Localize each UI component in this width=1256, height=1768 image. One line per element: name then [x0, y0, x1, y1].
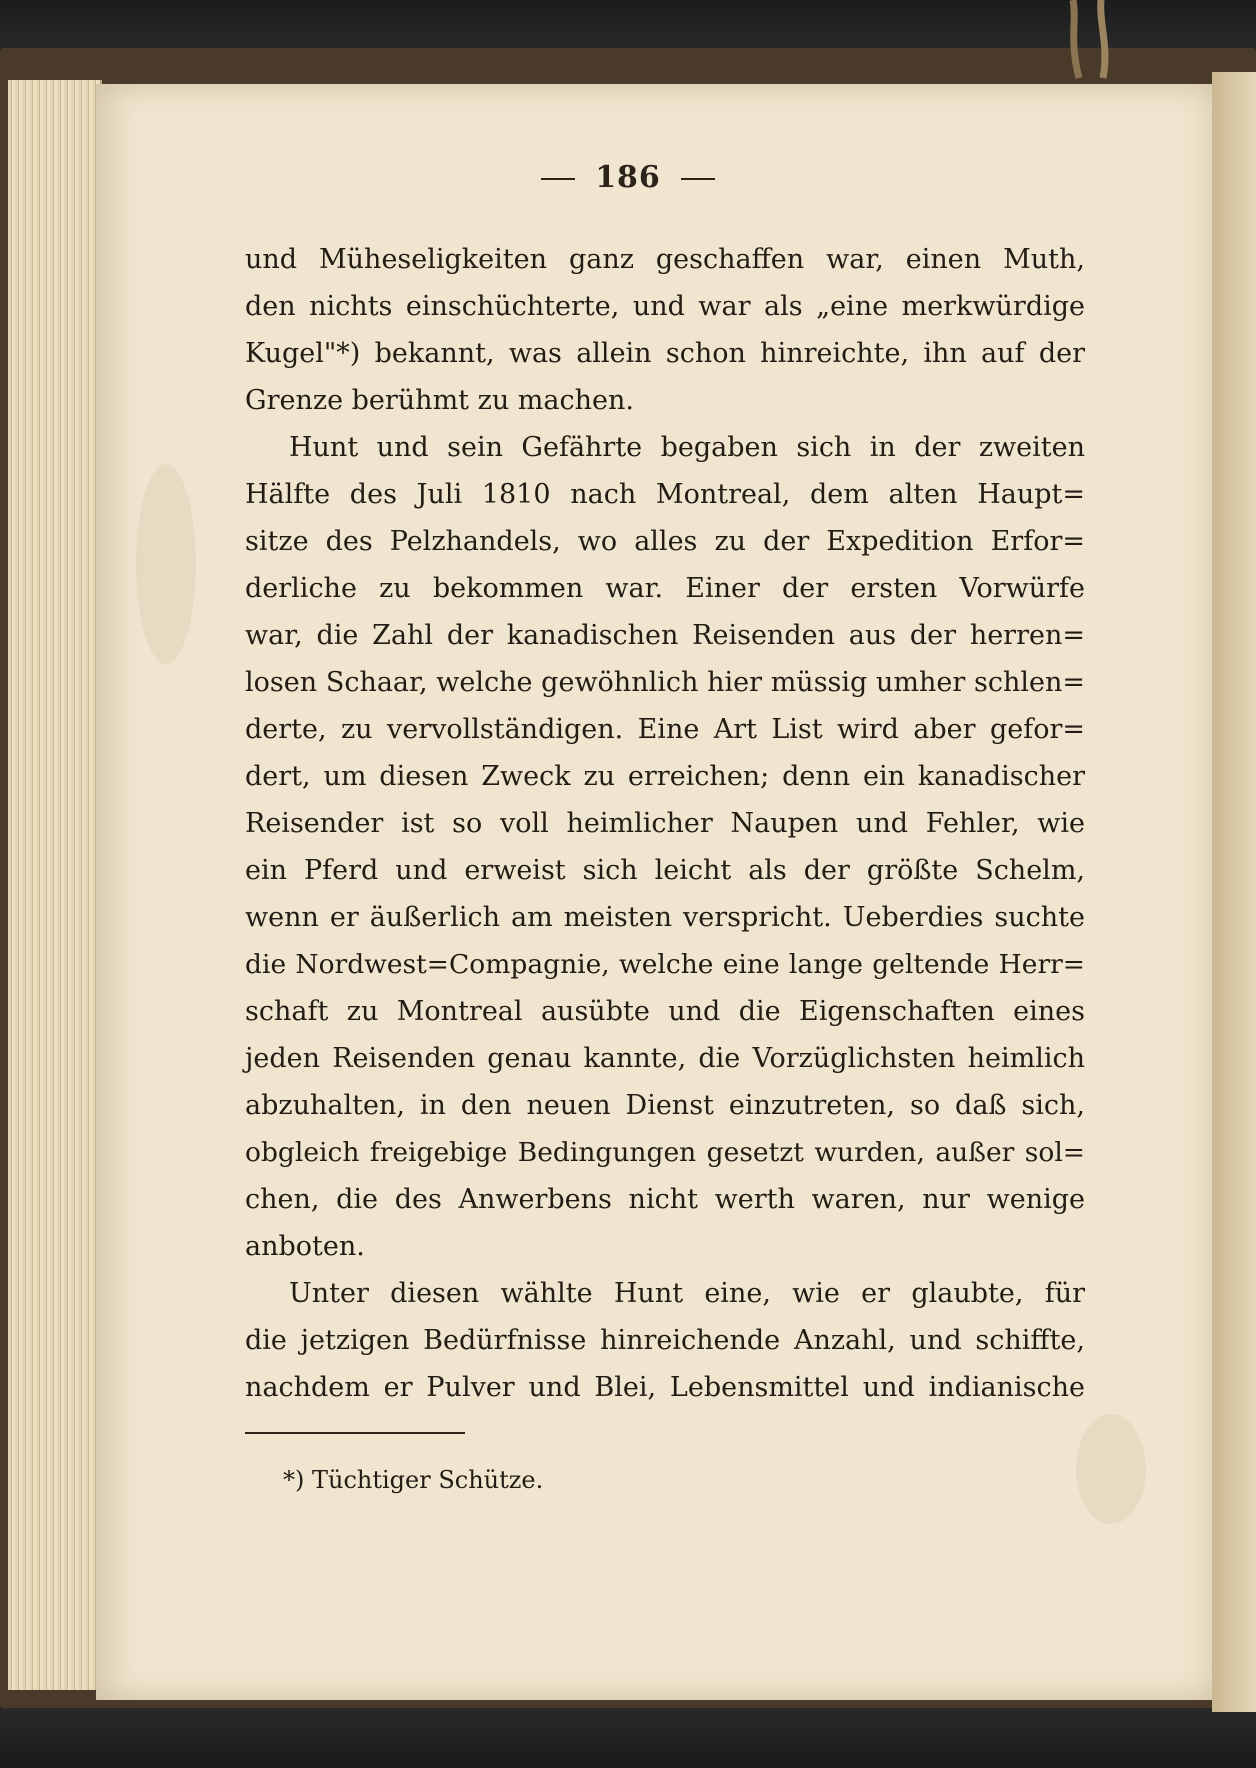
background-bottom: [0, 1700, 1256, 1768]
text-line: derte, zu vervollständigen. Eine Art List wird aber gefor=: [245, 714, 1085, 745]
text-line: war, die Zahl der kanadischen Reisenden aus der herren=: [245, 620, 1085, 651]
text-line: nachdem er Pulver und Blei, Lebensmittel und indianische: [245, 1372, 1085, 1403]
text-line: den nichts einschüchterte, und war als „eine merkwürdige: [245, 291, 1085, 322]
text-line: Reisender ist so voll heimlicher Naupen und Fehler, wie: [245, 808, 1085, 839]
text-line: anboten.: [245, 1231, 365, 1262]
page-edges: [8, 80, 102, 1690]
footnote-rule: [245, 1432, 465, 1434]
text-line: wenn er äußerlich am meisten verspricht. Ueberdies suchte: [245, 902, 1085, 933]
text-line: derliche zu bekommen war. Einer der ersten Vorwürfe: [245, 573, 1085, 604]
footnote: *) Tüchtiger Schütze.: [283, 1466, 544, 1494]
text-line: dert, um diesen Zweck zu erreichen; denn ein kanadischer: [245, 761, 1085, 792]
text-line: die jetzigen Bedürfnisse hinreichende Anzahl, und schiffte,: [245, 1325, 1085, 1356]
bookmark-ribbon: [1065, 0, 1117, 80]
header-dash-right: [681, 178, 715, 180]
text-line: jeden Reisenden genau kannte, die Vorzüglichsten heimlich: [245, 1043, 1085, 1074]
body-text: [245, 236, 1085, 1411]
page-number: 186: [595, 160, 661, 195]
text-line: Kugel"*) bekannt, was allein schon hinreichte, ihn auf der: [245, 338, 1085, 369]
text-line: sitze des Pelzhandels, wo alles zu der Expedition Erfor=: [245, 526, 1085, 557]
text-line: schaft zu Montreal ausübte und die Eigenschaften eines: [245, 996, 1085, 1027]
page-stain: [136, 464, 196, 664]
text-line: chen, die des Anwerbens nicht werth waren, nur wenige: [245, 1184, 1085, 1215]
page-stain: [1076, 1414, 1146, 1524]
facing-page-edge: [1212, 72, 1256, 1712]
text-line: die Nordwest=Compagnie, welche eine lange geltende Herr=: [245, 949, 1085, 980]
text-line: ein Pferd und erweist sich leicht als der größte Schelm,: [245, 855, 1085, 886]
text-line: abzuhalten, in den neuen Dienst einzutreten, so daß sich,: [245, 1090, 1085, 1121]
text-line: Unter diesen wählte Hunt eine, wie er glaubte, für: [289, 1278, 1085, 1309]
text-line: Grenze berühmt zu machen.: [245, 385, 634, 416]
text-line: Hunt und sein Gefährte begaben sich in der zweiten: [289, 432, 1085, 463]
text-line: losen Schaar, welche gewöhnlich hier müssig umher schlen=: [245, 667, 1085, 698]
text-line: Hälfte des Juli 1810 nach Montreal, dem alten Haupt=: [245, 479, 1085, 510]
page-number-header: [0, 160, 1256, 195]
text-line: und Müheseligkeiten ganz geschaffen war, einen Muth,: [245, 244, 1085, 275]
text-line: obgleich freigebige Bedingungen gesetzt wurden, außer sol=: [245, 1137, 1085, 1168]
header-dash-left: [541, 178, 575, 180]
